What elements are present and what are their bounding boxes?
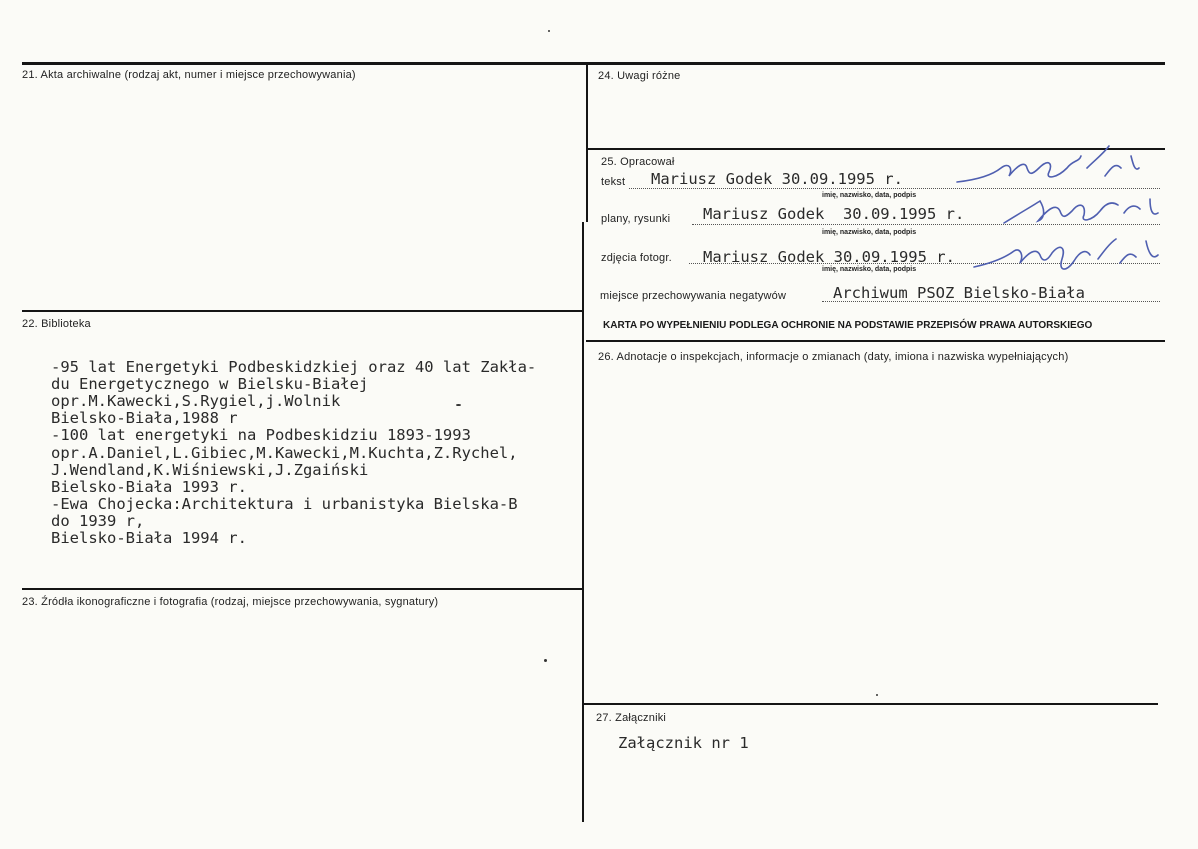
author-photos-caption: imię, nazwisko, data, podpis (822, 266, 917, 273)
author-text-value: Mariusz Godek 30.09.1995 r. (651, 170, 903, 188)
left-column-divider (582, 222, 584, 822)
section-24-label: 24. Uwagi różne (598, 70, 681, 82)
center-divider (586, 62, 588, 222)
section-26-label: 26. Adnotacje o inspekcjach, informacje o zmianach (daty, imiona i nazwiska wypełniających) (598, 351, 1069, 363)
author-text-caption: imię, nazwisko, data, podpis (822, 192, 917, 199)
author-text-label: tekst (601, 176, 626, 188)
library-line: opr.M.Kawecki,S.Rygiel,j.Wolnik (51, 392, 341, 410)
author-plans-value: Mariusz Godek 30.09.1995 r. (703, 205, 965, 223)
library-line: opr.A.Daniel,L.Gibiec,M.Kawecki,M.Kuchta,Z.Rychel, (51, 444, 518, 462)
author-photos-label: zdjęcia fotogr. (601, 252, 672, 264)
scan-speck (544, 659, 547, 662)
library-line: -Ewa Chojecka:Architektura i urbanistyka Bielska-B (51, 495, 518, 513)
library-line: do 1939 r, (51, 512, 145, 530)
author-plans-label: plany, rysunki (601, 213, 671, 225)
library-line: Bielsko-Biała 1994 r. (51, 529, 247, 547)
scan-speck (548, 30, 550, 32)
library-line: -100 lat energetyki na Podbeskidziu 1893-1993 (51, 426, 471, 444)
divider-25-26 (586, 340, 1165, 342)
divider-26-27 (584, 703, 1158, 705)
top-border (22, 62, 1165, 65)
section-25-label: 25. Opracował (601, 156, 675, 168)
section-23-label: 23. Źródła ikonograficzne i fotografia (rodzaj, miejsce przechowywania, sygnatury) (22, 596, 439, 608)
signature-3 (970, 225, 1165, 280)
author-plans-caption: imię, nazwisko, data, podpis (822, 229, 917, 236)
negatives-value: Archiwum PSOZ Bielsko-Biała (833, 284, 1085, 302)
author-photos-value: Mariusz Godek 30.09.1995 r. (703, 248, 955, 266)
divider-21-22 (22, 310, 584, 312)
negatives-label: miejsce przechowywania negatywów (600, 290, 787, 302)
scan-speck (456, 404, 461, 406)
library-line: J.Wendland,K.Wiśniewski,J.Zgaiński (51, 461, 369, 479)
section-27-label: 27. Załączniki (596, 712, 667, 724)
library-line: -95 lat Energetyki Podbeskidzkiej oraz 40 lat Zakła- (51, 358, 537, 376)
divider-22-23 (22, 588, 584, 590)
scan-speck (876, 694, 878, 696)
section-21-label: 21. Akta archiwalne (rodzaj akt, numer i miejsce przechowywania) (22, 69, 356, 81)
section-22-label: 22. Biblioteka (22, 318, 91, 330)
attachment-value: Załącznik nr 1 (618, 734, 749, 752)
library-line: Bielsko-Biała,1988 r (51, 409, 238, 427)
library-line: Bielsko-Biała 1993 r. (51, 478, 247, 496)
library-line: du Energetycznego w Bielsku-Białej (51, 375, 369, 393)
copyright-notice: KARTA PO WYPEŁNIENIU PODLEGA OCHRONIE NA PODSTAWIE PRZEPISÓW PRAWA AUTORSKIEGO (603, 320, 1093, 331)
